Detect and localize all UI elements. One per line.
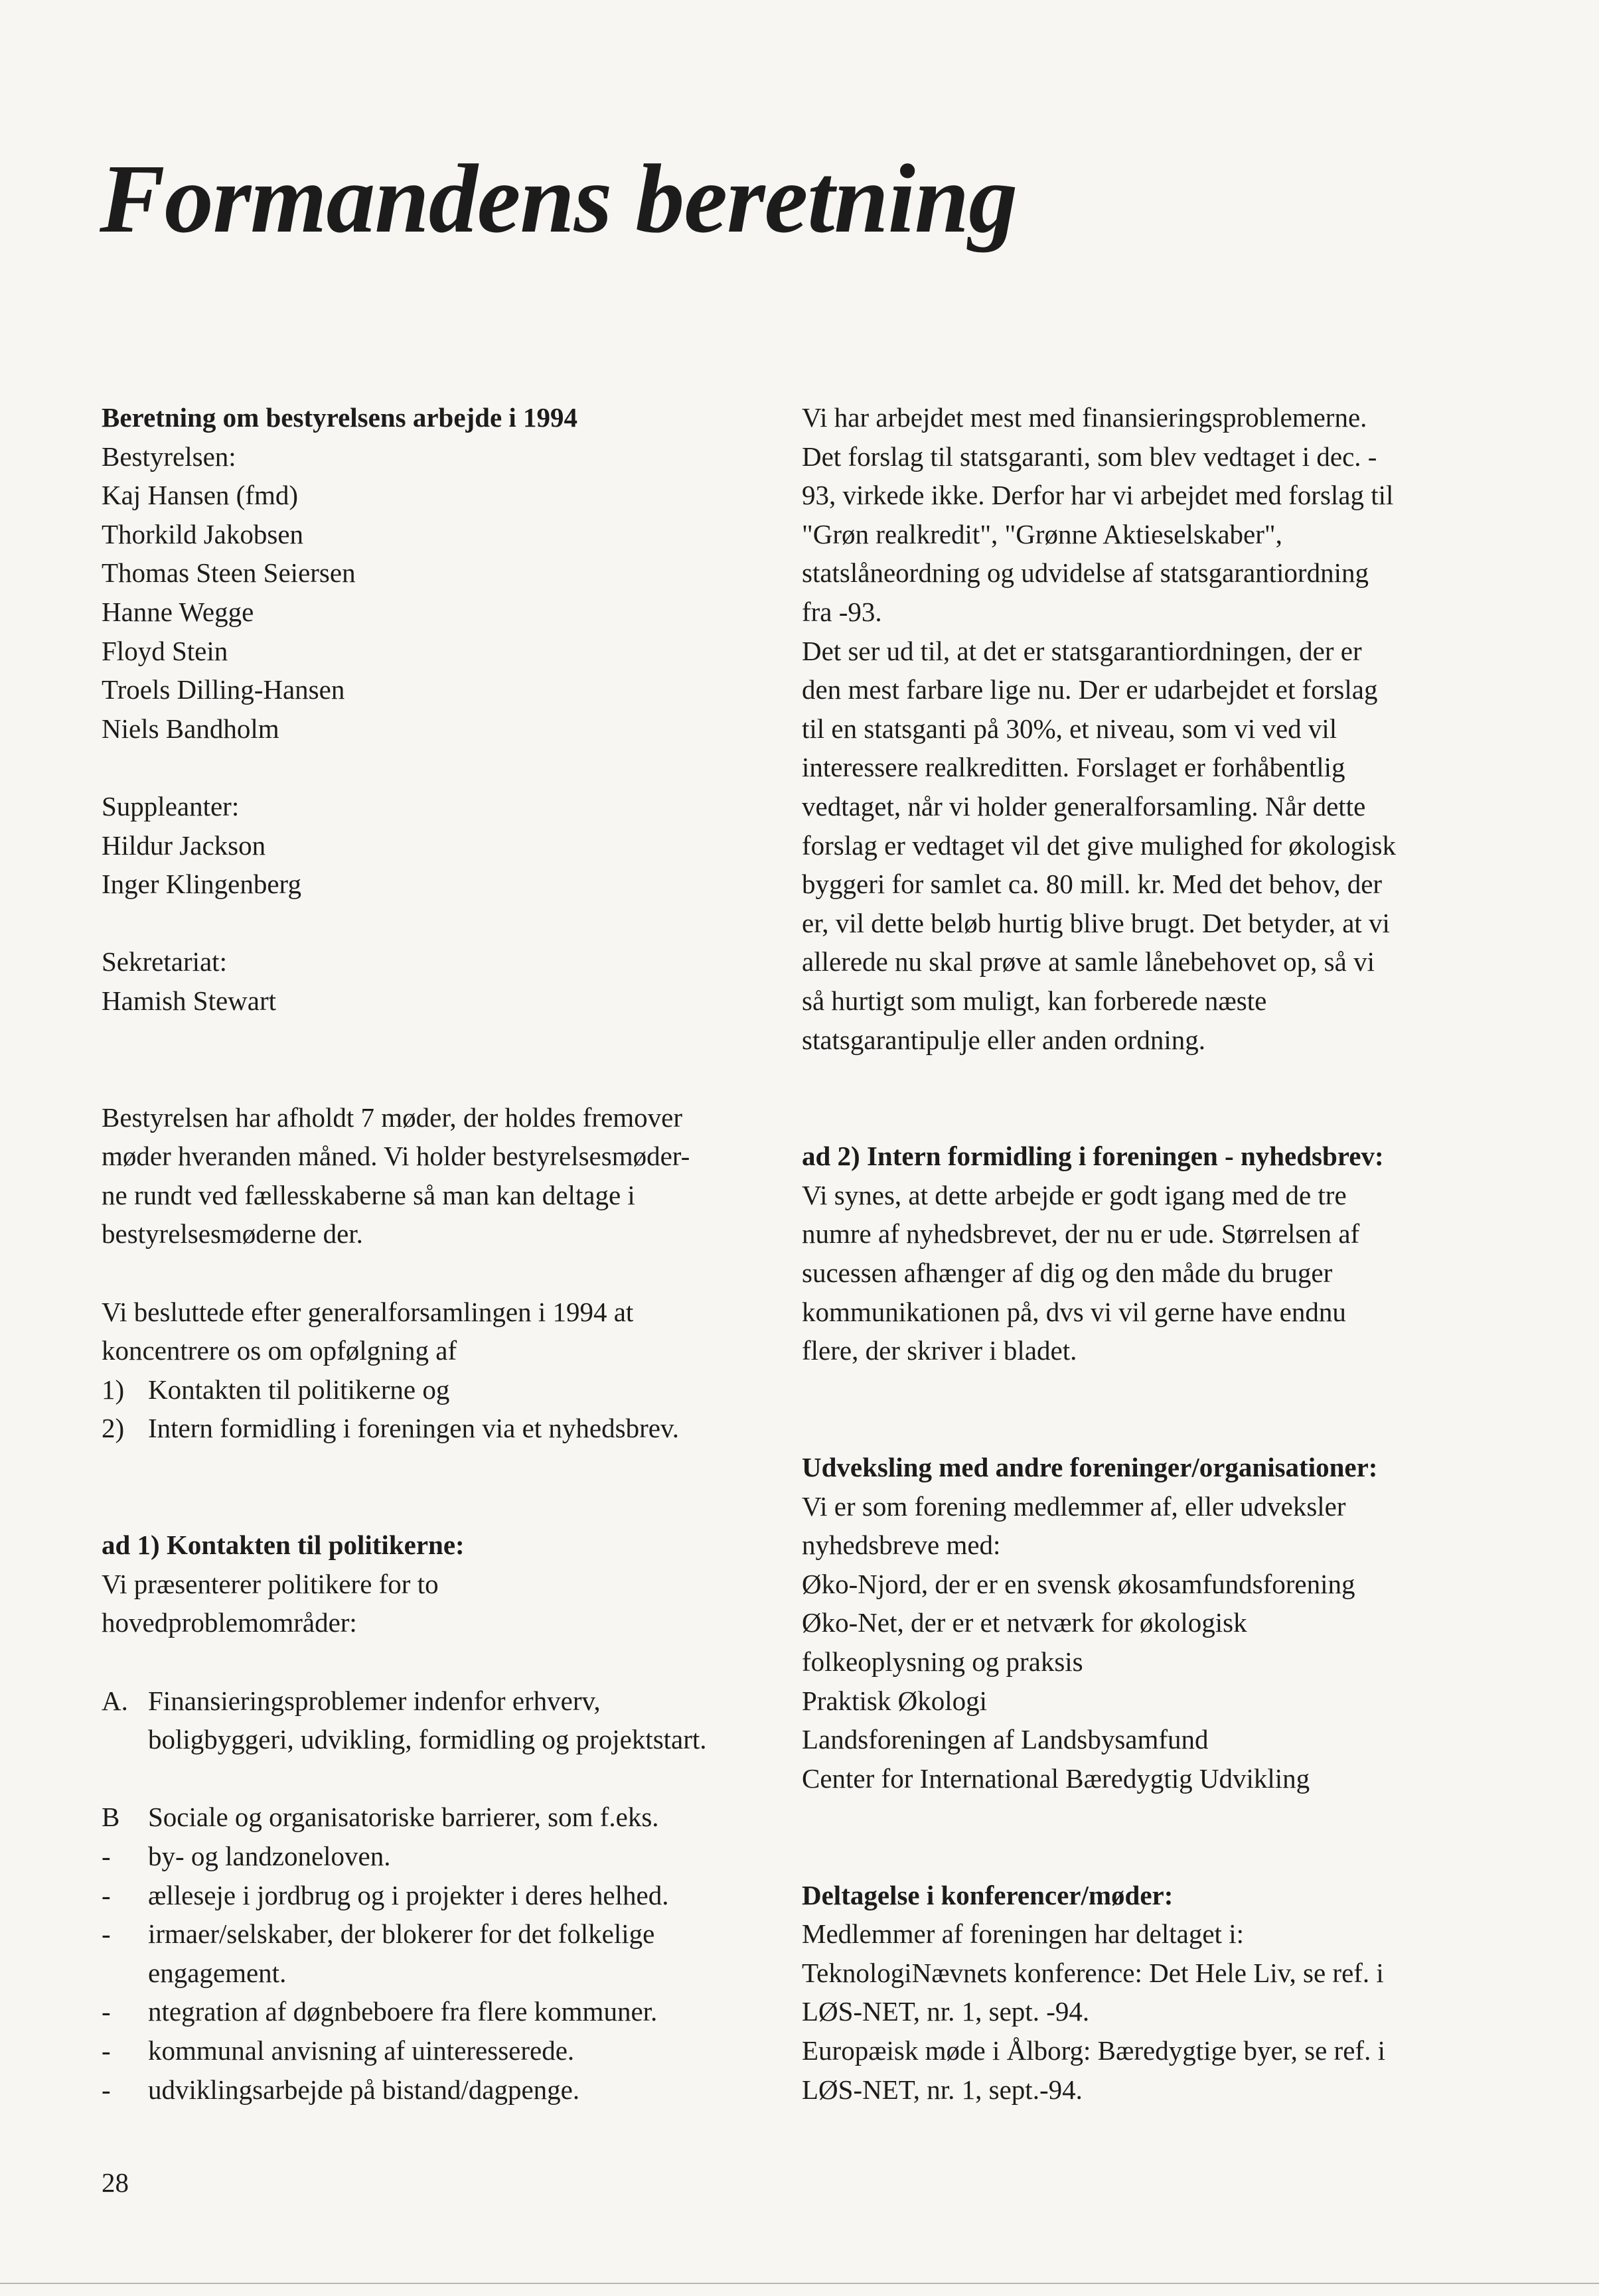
problem-a-line: Finansieringsproblemer indenfor erhverv, [148, 1685, 601, 1716]
finance-paragraph-line: vedtaget, når vi holder generalforsamling. Når dette [802, 790, 1366, 822]
finance-paragraph-line: er, vil dette beløb hurtig blive brugt. Det betyder, at vi [802, 907, 1390, 938]
newsletter-paragraph-line: kommunikationen på, dvs vi vil gerne have endnu [802, 1296, 1346, 1327]
barrier-text: irmaer/selskaber, der blokerer for det folkelige engagement. [148, 1918, 655, 1988]
secretariat-name: Hamish Stewart [102, 985, 277, 1016]
finance-paragraph-line: statslåneordning og udvidelse af statsgarantiordning [802, 557, 1369, 589]
meetings-paragraph-line: ne rundt ved fællesskaberne så man kan deltage i [102, 1179, 635, 1210]
exchange-line: Vi er som forening medlemmer af, eller udveksler [802, 1490, 1346, 1522]
conference-line: TeknologiNævnets konference: Det Hele Liv, se ref. i [802, 1957, 1384, 1988]
exchange-heading: Udveksling med andre foreninger/organisationer: [802, 1452, 1378, 1483]
barrier-marker: - [102, 2074, 111, 2105]
focus-item-marker: 2) [102, 1413, 125, 1444]
finance-paragraph-line: "Grøn realkredit", "Grønne Aktieselskaber", [802, 518, 1282, 549]
politicians-heading: ad 1) Kontakten til politikerne: [102, 1530, 465, 1561]
board-member: Hanne Wegge [102, 596, 254, 627]
newsletter-paragraph-line: flere, der skriver i bladet. [802, 1335, 1077, 1366]
finance-paragraph-line: allerede nu skal prøve at samle lånebehovet op, så vi [802, 946, 1375, 977]
focus-item-marker: 1) [102, 1374, 125, 1405]
board-member: Kaj Hansen (fmd) [102, 480, 299, 511]
barrier-item [102, 1914, 779, 1992]
newsletter-paragraph-line: sucessen afhænger af dig og den måde du bruger [802, 1257, 1333, 1289]
problem-b-marker: B [102, 1802, 120, 1833]
barrier-text: kommunal anvisning af uinteresserede. [148, 2035, 575, 2066]
conference-line: Europæisk møde i Ålborg: Bæredygtige byer, se ref. i [802, 2035, 1385, 2066]
board-member: Thorkild Jakobsen [102, 518, 304, 549]
problem-b [102, 1798, 779, 1837]
footer-rule [0, 2283, 1599, 2284]
barrier-item [102, 1876, 779, 1915]
finance-paragraph-line: til en statsganti på 30%, et niveau, som vi ved vil [802, 713, 1337, 744]
focus-item-text: Kontakten til politikerne og [148, 1374, 450, 1405]
barrier-text: udviklingsarbejde på bistand/dagpenge. [148, 2074, 580, 2105]
page-number: 28 [102, 2167, 129, 2198]
conference-line: Medlemmer af foreningen har deltaget i: [802, 1918, 1244, 1950]
problem-a-line: boligbyggeri, udvikling, formidling og projektstart. [148, 1724, 707, 1755]
barrier-marker: - [102, 1840, 111, 1871]
politicians-intro-line: hovedproblemområder: [102, 1607, 357, 1638]
barrier-item [102, 1837, 779, 1876]
problem-a-marker: A. [102, 1685, 128, 1716]
board-member: Niels Bandholm [102, 713, 279, 744]
decision-paragraph-line: koncentrere os om opfølgning af [102, 1335, 457, 1366]
board-member: Floyd Stein [102, 635, 228, 666]
newsletter-paragraph-line: numre af nyhedsbrevet, der nu er ude. Størrelsen af [802, 1218, 1360, 1250]
focus-item [102, 1409, 779, 1448]
finance-paragraph-line: statsgarantipulje eller anden ordning. [802, 1024, 1205, 1055]
focus-item-text: Intern formidling i foreningen via et nyhedsbrev. [148, 1413, 680, 1444]
newsletter-heading: ad 2) Intern formidling i foreningen - nyhedsbrev: [802, 1141, 1384, 1172]
right-column [802, 398, 1492, 2109]
decision-paragraph-line: Vi besluttede efter generalforsamlingen i 1994 at [102, 1296, 634, 1327]
left-column [102, 398, 779, 2109]
substitute: Inger Klingenberg [102, 869, 301, 900]
exchange-line: Øko-Njord, der er en svensk økosamfundsforening [802, 1568, 1355, 1599]
barrier-marker: - [102, 2035, 111, 2066]
exchange-line: Center for International Bæredygtig Udvikling [802, 1762, 1310, 1794]
finance-paragraph-line: 93, virkede ikke. Derfor har vi arbejdet med forslag til [802, 480, 1394, 511]
exchange-line: Øko-Net, der er et netværk for økologisk [802, 1607, 1247, 1638]
meetings-paragraph-line: bestyrelsesmøderne der. [102, 1218, 363, 1250]
meetings-paragraph-line: Bestyrelsen har afholdt 7 møder, der holdes fremover [102, 1102, 683, 1133]
secretariat-label: Sekretariat: [102, 946, 227, 977]
page-title: Formandens beretning [100, 145, 1018, 253]
newsletter-paragraph-line: Vi synes, at dette arbejde er godt igang med de tre [802, 1179, 1347, 1210]
substitute: Hildur Jackson [102, 829, 266, 861]
problem-a [102, 1682, 779, 1759]
barrier-text: ælleseje i jordbrug og i projekter i deres helhed. [148, 1879, 669, 1910]
finance-paragraph-line: så hurtigt som muligt, kan forberede næste [802, 985, 1267, 1016]
barrier-marker: - [102, 1879, 111, 1910]
barrier-text: by- og landzoneloven. [148, 1840, 391, 1871]
conference-line: LØS-NET, nr. 1, sept. -94. [802, 1996, 1090, 2027]
barrier-marker: - [102, 1918, 111, 1950]
finance-paragraph-line: fra -93. [802, 596, 882, 627]
exchange-line: Praktisk Økologi [802, 1685, 988, 1716]
barrier-item [102, 2070, 779, 2110]
board-member: Thomas Steen Seiersen [102, 557, 356, 589]
finance-paragraph-line: den mest farbare lige nu. Der er udarbejdet et forslag [802, 674, 1378, 705]
board-heading: Beretning om bestyrelsens arbejde i 1994 [102, 402, 578, 433]
exchange-line: folkeoplysning og praksis [802, 1646, 1083, 1677]
exchange-line: Landsforeningen af Landsbysamfund [802, 1724, 1209, 1755]
politicians-intro-line: Vi præsenterer politikere for to [102, 1568, 439, 1599]
finance-paragraph-line: forslag er vedtaget vil det give mulighed for økologisk [802, 829, 1396, 861]
finance-paragraph-line: interessere realkreditten. Forslaget er forhåbentlig [802, 752, 1345, 783]
finance-paragraph-line: Det forslag til statsgaranti, som blev vedtaget i dec. - [802, 441, 1377, 472]
conference-heading: Deltagelse i konferencer/møder: [802, 1879, 1174, 1910]
focus-item [102, 1370, 779, 1409]
barrier-text: ntegration af døgnbeboere fra flere kommuner. [148, 1996, 658, 2027]
board-member: Troels Dilling-Hansen [102, 674, 345, 705]
meetings-paragraph-line: møder hveranden måned. Vi holder bestyrelsesmøder- [102, 1141, 690, 1172]
barrier-item [102, 2031, 779, 2070]
barrier-item [102, 1992, 779, 2031]
finance-paragraph-line: Det ser ud til, at det er statsgarantiordningen, der er [802, 635, 1362, 666]
exchange-line: nyhedsbreve med: [802, 1530, 1001, 1561]
finance-paragraph-line: byggeri for samlet ca. 80 mill. kr. Med det behov, der [802, 869, 1383, 900]
conference-line: LØS-NET, nr. 1, sept.-94. [802, 2074, 1083, 2105]
finance-paragraph-line: Vi har arbejdet mest med finansieringsproblemerne. [802, 402, 1367, 433]
problem-b-text: Sociale og organisatoriske barrierer, som f.eks. [148, 1802, 659, 1833]
board-label: Bestyrelsen: [102, 441, 236, 472]
substitutes-label: Suppleanter: [102, 790, 240, 822]
barrier-marker: - [102, 1996, 111, 2027]
